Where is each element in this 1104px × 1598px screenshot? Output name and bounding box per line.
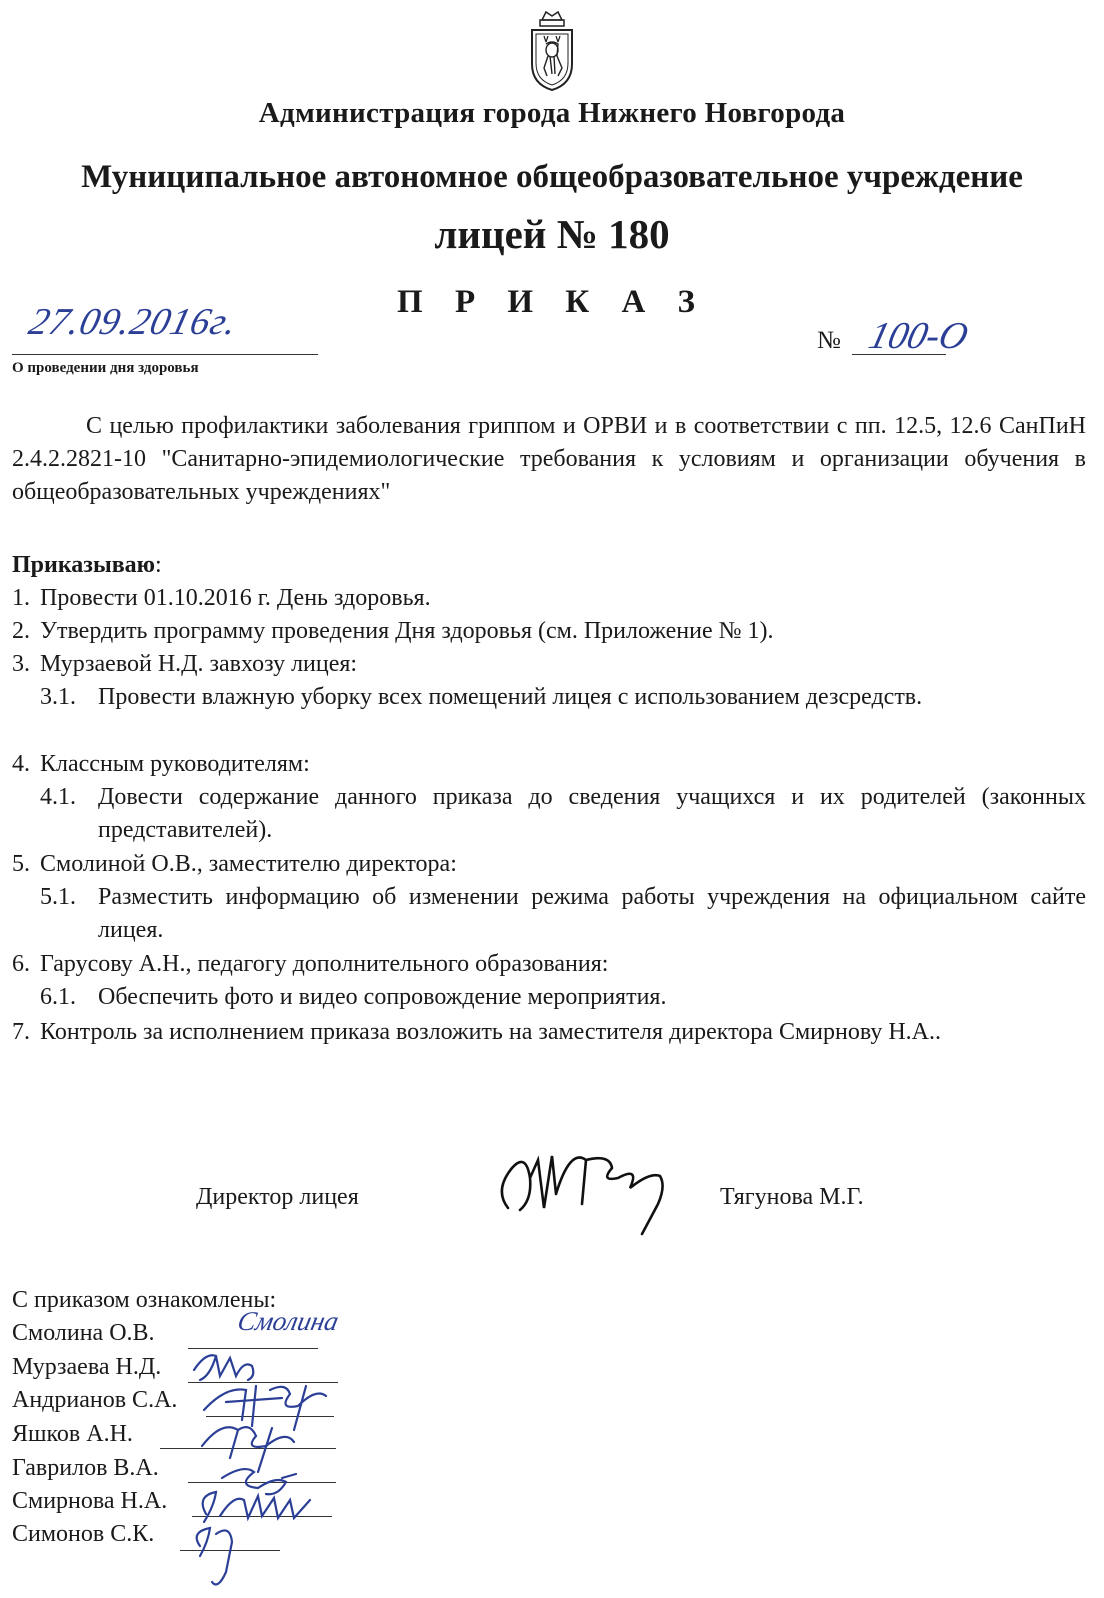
item-text: Классным руководителям: <box>40 751 310 777</box>
person-name: Яшков А.Н. <box>12 1421 133 1447</box>
order-heading-colon: : <box>155 552 162 578</box>
item-number: 2. <box>12 618 30 644</box>
item-text: Контроль за исполнением приказа возложить на заместителя директора Смирнову Н.А.. <box>40 1019 941 1045</box>
item-number: 3.1. <box>40 684 76 710</box>
item-text: Провести 01.10.2016 г. День здоровья. <box>40 585 431 611</box>
acknowledgement-title: С приказом ознакомлены: <box>12 1287 277 1313</box>
item-number: 7. <box>12 1019 30 1045</box>
person-name: Смолина О.В. <box>12 1320 155 1346</box>
acknowledgement-row <box>12 1320 155 1347</box>
person-name: Андрианов С.А. <box>12 1387 178 1413</box>
item-text: Разместить информацию об изменении режима работы учреждения на официальном сайте лицея. <box>98 884 1086 943</box>
item-text: Обеспечить фото и видео сопровождение мероприятия. <box>98 984 667 1010</box>
item-number: 3. <box>12 651 30 677</box>
handwritten-number: 100-О <box>864 315 973 357</box>
item-number: 1. <box>12 585 30 611</box>
person-name: Смирнова Н.А. <box>12 1488 168 1514</box>
acknowledgement-row <box>12 1455 159 1482</box>
acknowledgement-row <box>12 1421 133 1448</box>
acknowledgement-row <box>12 1354 161 1381</box>
item-number: 4. <box>12 751 30 777</box>
item-text: Гарусову А.Н., педагогу дополнительного образования: <box>40 951 609 977</box>
acknowledgement-row <box>12 1387 177 1414</box>
director-role: Директор лицея <box>196 1184 359 1210</box>
order-list <box>12 582 1086 1082</box>
order-subject: О проведении дня здоровья <box>12 360 199 376</box>
number-underline <box>852 354 946 355</box>
administration-title: Администрация города Нижнего Новгорода <box>258 97 846 129</box>
order-heading: Приказываю <box>12 552 155 578</box>
acknowledgement-row <box>12 1488 167 1515</box>
acknowledgement-row <box>12 1521 154 1548</box>
item-text: Довести содержание данного приказа до сведения учащихся и их родителей (законных представителей). <box>98 784 1086 843</box>
person-name: Симонов С.К. <box>12 1521 155 1547</box>
intro-paragraph: С целью профилактики заболевания гриппом и ОРВИ и в соответствии с пп. 12.5, 12.6 СанПиН 2.4.2.2821-10 "Санитарно-эпидемиологические требования к условиям и организации обучения в общеобразовательных учреждениях" <box>12 413 1086 505</box>
date-underline <box>12 354 318 355</box>
handwritten-signature: Смолина <box>234 1306 342 1336</box>
director-name: Тягунова М.Г. <box>720 1184 864 1210</box>
item-number: 6.1. <box>40 984 76 1010</box>
item-text: Мурзаевой Н.Д. завхозу лицея: <box>40 651 358 677</box>
order-heading-line <box>12 549 1086 582</box>
item-number: 4.1. <box>40 784 76 810</box>
city-coat-of-arms-emblem <box>524 6 580 94</box>
item-number: 6. <box>12 951 30 977</box>
person-name: Мурзаева Н.Д. <box>12 1354 162 1380</box>
handwritten-date: 27.09.2016г. <box>24 301 243 343</box>
number-label: № <box>817 327 841 354</box>
school-name: лицей № 180 <box>434 211 670 257</box>
item-text: Смолиной О.В., заместителю директора: <box>40 851 457 877</box>
item-text: Провести влажную уборку всех помещений лицея с использованием дезсредств. <box>98 684 923 710</box>
document-type: П Р И К А З <box>397 284 707 320</box>
organization-title: Муниципальное автономное общеобразовательное учреждение <box>81 159 1023 195</box>
staff-signatures <box>186 1346 356 1596</box>
item-number: 5. <box>12 851 30 877</box>
item-text: Утвердить программу проведения Дня здоровья (см. Приложение № 1). <box>40 618 774 644</box>
item-number: 5.1. <box>40 884 76 910</box>
person-name: Гаврилов В.А. <box>12 1455 159 1481</box>
director-signature <box>490 1138 680 1238</box>
